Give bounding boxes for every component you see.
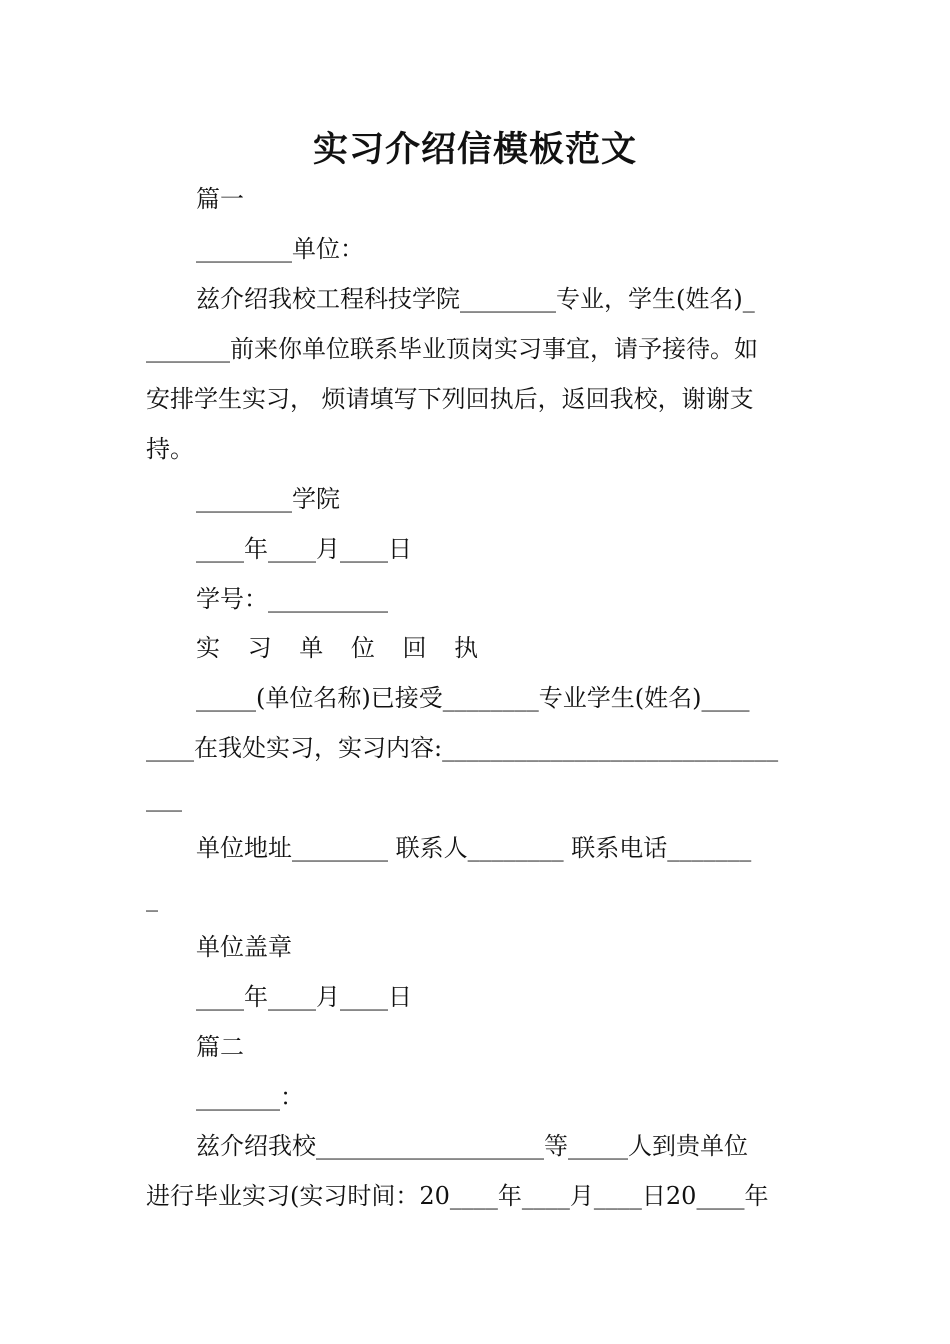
addressee-line: _______： bbox=[196, 1083, 304, 1111]
student-id-line: 学号：__________ bbox=[196, 585, 388, 613]
section-heading-2: 篇二 bbox=[196, 1033, 244, 1061]
addressee-line: ________单位： bbox=[196, 235, 364, 263]
receipt-paragraph-line: _____(单位名称)已接受________专业学生(姓名)____ bbox=[196, 684, 750, 712]
college-signature-line: ________学院 bbox=[196, 485, 340, 513]
unit-contact-line: 单位地址________ 联系人________ 联系电话_______ bbox=[196, 834, 752, 862]
unit-contact-line: _ bbox=[146, 884, 158, 912]
body-paragraph-line: 兹介绍我校___________________等_____人到贵单位 bbox=[196, 1132, 748, 1160]
unit-seal-line: 单位盖章 bbox=[196, 933, 292, 961]
receipt-paragraph-line: ____在我处实习，实习内容:____________________________ bbox=[146, 734, 779, 762]
date-line: ____年____月____日 bbox=[196, 535, 412, 563]
section-heading-1: 篇一 bbox=[196, 185, 244, 213]
document-title: 实习介绍信模板范文 bbox=[312, 129, 637, 170]
body-paragraph-line: 兹介绍我校工程科技学院________专业，学生(姓名)_ bbox=[196, 285, 755, 313]
body-paragraph-line: 安排学生实习， 烦请填写下列回执后，返回我校，谢谢支 bbox=[146, 385, 754, 413]
body-paragraph-line: 进行毕业实习(实习时间：20____年____月____日20____年 bbox=[146, 1182, 769, 1210]
receipt-paragraph-line: ___ bbox=[146, 784, 182, 812]
body-paragraph-line: 持。 bbox=[146, 435, 194, 463]
date-line: ____年____月____日 bbox=[196, 983, 412, 1011]
receipt-heading: 实 习 单 位 回 执 bbox=[196, 634, 489, 662]
body-paragraph-line: _______前来你单位联系毕业顶岗实习事宜，请予接待。如 bbox=[146, 335, 758, 363]
